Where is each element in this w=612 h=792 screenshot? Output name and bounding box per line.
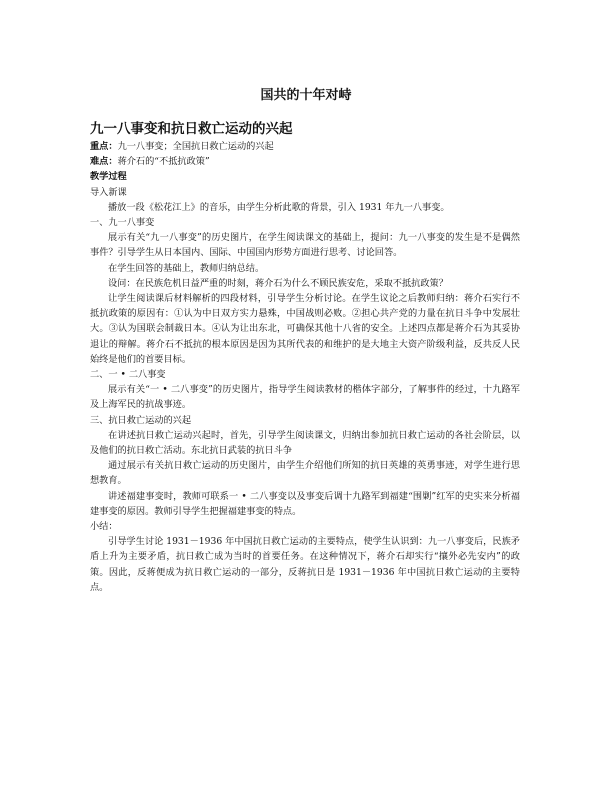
part1-paragraph-1: 展示有关“九一八事变”的历史图片，在学生阅读课文的基础上，提问：九一八事变的发生是不是偶然事件？引导学生从日本国内、国际、中国国内形势方面进行思考、讨论回答。 [90,232,520,259]
part1-paragraph-2: 在学生回答的基础上，教师归纳总结。 [108,262,265,274]
part3-paragraph-1: 在讲述抗日救亡运动兴起时，首先，引导学生阅读课文，归纳出参加抗日救亡运动的各社会阶层，以及他们的抗日救亡活动。东北抗日武装的抗日斗争 [90,429,520,457]
difficulty-line [90,154,520,169]
part1-heading: 一、九一八事变 [90,217,155,229]
key-points-text: 九一八事变；全国抗日救亡运动的兴起 [117,141,274,152]
intro-text: 播放一段《松花江上》的音乐，由学生分析此歌的背景，引入 1931 年九一八事变。 [108,201,450,213]
summary-paragraph: 引导学生讨论 1931－1936 年中国抗日救亡运动的主要特点，使学生认识到：九一八事变后，民族矛盾上升为主要矛盾，抗日救亡成为当时的首要任务。在这种情况下，蒋介石却实行“攘外必先安内”的政策。因此，反蒋便成为抗日救亡运动的一部分，反蒋抗日是 1931－1936 年中国抗日救亡运动的主要特点。 [90,536,520,593]
key-points-line [90,139,520,154]
summary-heading: 小结： [90,521,118,533]
difficulty-label: 难点： [90,156,118,168]
difficulty-text: 蒋介石的“不抵抗政策” [117,156,210,168]
document-body [90,139,520,595]
part1-paragraph-3: 设问：在民族危机日益严重的时刻，蒋介石为什么不顾民族安危，采取不抵抗政策？ [108,277,448,289]
part1-paragraph-4: 让学生阅读课后材料解析的四段材料，引导学生分析讨论。在学生议论之后教师归纳：蒋介石实行不抵抗政策的原因有：①认为中日双方实力悬殊，中国战则必败。②担心共产党的力量在抗日斗争中发展壮大。③认为国联会制裁日本。④认为让出东北，可确保其他十八省的安全。上述四点都是蒋介石为其妥协退让的辩解。蒋介石不抵抗的根本原因是因为其所代表的和维护的是大地主大资产阶级利益，反共反人民始终是他们的首要目标。 [90,293,520,365]
key-points-label: 重点： [90,141,118,152]
part2-paragraph-1: 展示有关“一 • 二八事变”的历史图片，指导学生阅读教材的楷体字部分，了解事件的经过，十九路军及上海军民的抗战事迹。 [90,384,520,411]
part2-heading: 二、一 • 二八事变 [90,369,166,381]
section-title: 九一八事变和抗日救亡运动的兴起 [90,121,293,137]
part3-paragraph-3: 讲述福建事变时，教师可联系一 • 二八事变以及事变后调十九路军到福建“围剿”红军的史实来分析福建事变的原因。教师引导学生把握福建事变的特点。 [90,490,520,517]
part3-paragraph-2: 通过展示有关抗日救亡运动的历史图片，由学生介绍他们所知的抗日英雄的英勇事迹，对学生进行思想教育。 [90,460,520,487]
process-heading: 教学过程 [90,171,127,183]
intro-heading: 导入新课 [90,186,127,198]
document-title: 国共的十年对峙 [260,88,352,103]
part3-heading: 三、抗日救亡运动的兴起 [90,414,192,426]
